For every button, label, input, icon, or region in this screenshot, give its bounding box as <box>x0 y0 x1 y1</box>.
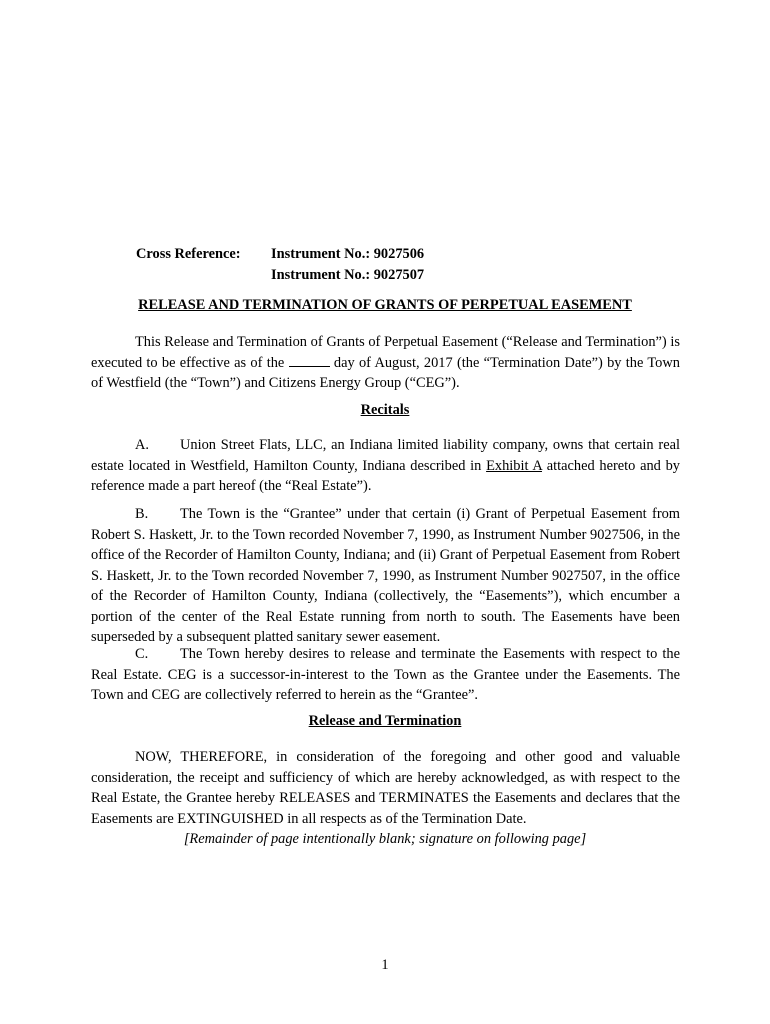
recital-a-text-end: attached hereto and by reference made a part hereof (the “Real Estate”). <box>91 457 680 494</box>
recital-b-text: The Town is the “Grantee” under that certain (i) Grant of Perpetual Easement from Robert S. Haskett, Jr. to the Town recorded November 7, 1990, as Instrument Number 9027506, in the office of the Recorder of Hamilton County, Indiana; and (ii) Grant of Perpetual Easement from Robert S. Haskett, Jr. to the Town recorded November 7, 1990, as Instrument Number 9027507, in the office of the Recorder of Hamilton County, Indiana (collectively, the “Easements”), which encumber a portion of the center of the Real Estate running from north to south. The Easements have been superseded by a subsequent platted sanitary sewer easement. <box>91 506 680 645</box>
recital-letter: C. <box>135 646 149 662</box>
exhibit-a-reference: Exhibit A <box>486 457 542 474</box>
instrument-number: Instrument No.: 9027507 <box>271 267 425 283</box>
intro-paragraph <box>91 332 680 394</box>
recital-b-paragraph <box>91 504 680 648</box>
recital-c-paragraph <box>91 644 680 706</box>
page-number: 1 <box>381 957 389 973</box>
remainder-note: [Remainder of page intentionally blank; signature on following page] <box>183 831 587 847</box>
recital-c-text: The Town hereby desires to release and terminate the Easements with respect to the Real Estate. CEG is a successor-in-interest to the Town as the Grantee under the Easements. The Town and CEG are collectively referred to herein as the “Grantee”. <box>91 646 680 703</box>
recital-a-text: Union Street Flats, LLC, an Indiana limited liability company, owns that certain real estate located in Westfield, Hamilton County, Indiana described in <box>91 437 680 474</box>
cross-reference-label: Cross Reference: <box>136 246 241 262</box>
release-paragraph <box>91 747 680 829</box>
recitals-heading: Recitals <box>360 402 410 418</box>
date-blank-line <box>289 354 330 367</box>
recital-letter: A. <box>135 437 149 453</box>
release-heading: Release and Termination <box>308 713 462 729</box>
recital-a-paragraph <box>91 435 680 497</box>
release-text: NOW, THEREFORE, in consideration of the foregoing and other good and valuable consideration, the receipt and sufficiency of which are hereby acknowledged, as with respect to the Real Estate, the Grantee hereby RELEASES and TERMINATES the Easements and declares that the Easements are EXTINGUISHED in all respects as of the Termination Date. <box>91 749 680 827</box>
cross-reference-instruments <box>271 244 424 286</box>
instrument-number: Instrument No.: 9027506 <box>271 246 425 262</box>
document-title: RELEASE AND TERMINATION OF GRANTS OF PERPETUAL EASEMENT <box>138 297 632 313</box>
recital-letter: B. <box>135 506 149 522</box>
intro-text-part2: day of August, 2017 (the “Termination Date”) by the Town of Westfield (the “Town”) and Citizens Energy Group (“CEG”). <box>91 354 680 391</box>
intro-text-part1: This Release and Termination of Grants of Perpetual Easement (“Release and Termination”) is executed to be effective as of the <box>91 334 680 371</box>
